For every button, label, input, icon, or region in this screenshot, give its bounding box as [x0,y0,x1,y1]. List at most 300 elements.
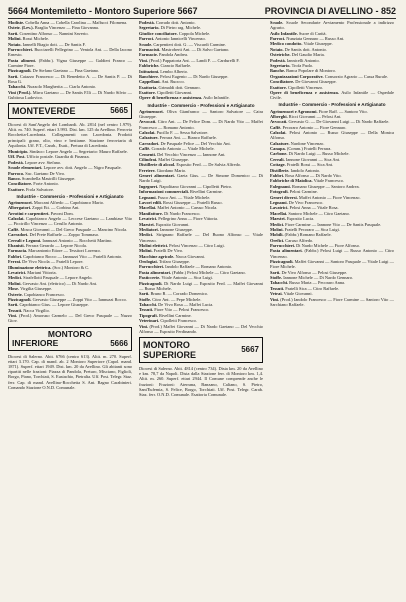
entry-heading: Tessuti. [139,307,154,313]
entry-heading: Conciliatore. [8,181,33,187]
directory-entry [270,248,394,258]
directory-entry [139,109,263,119]
entry-heading: Vini. [270,296,279,302]
directory-entry [139,232,263,242]
entry-text: Rossi Giuseppe — Fratelli Russo. [163,199,223,205]
entry-text: Vitale Antonio — Sica Luigi. [161,275,213,281]
entry-heading: Molini. [270,226,284,232]
entry-heading: Opere di beneficenza e assistenza. [139,95,203,101]
entry-heading: Scuole. [139,41,153,47]
header-left: 5664 Montemiletto - Montoro Superiore 5667 [8,6,198,16]
entry-text: Corrado Antonio — Vitale Michele. [151,146,215,152]
entry-heading: Caffè. [139,146,151,152]
entry-heading: Opere di beneficenza e assistenza. [270,89,339,95]
entry-text: Sac. Gaetano De Vivo. [25,170,66,176]
entry-heading: Podestà. [139,20,155,25]
entry-text: (Prod.) Maffei Giovanni — Di Nardo Gaetano — Del Vecchio Alfonso — Esposito Ferdinando. [139,323,263,334]
entry-heading: Caffè. [270,124,282,130]
town-heading [139,337,263,363]
entry-text: Mastroberti Ant. — Di Salvo Gaetano. [161,46,230,52]
entry-heading: Fotografi. [270,189,289,195]
entry-text: Carpentieri dott. G. — Viscardi Carmine. [153,41,226,47]
entry-heading: Vini. [8,313,17,319]
entry-text: Iannicelli Antonio. [286,57,320,63]
town-name-line-1: MONTORO [47,328,93,339]
entry-text: Iannone Giovanni — Sica Ant. [285,156,341,162]
entry-heading: Ingegneri. [139,183,159,189]
entry-heading: Pasticcerie. [139,275,161,281]
entry-heading: Parrucchieri. [139,264,164,270]
entry-heading: Tabacchi. [139,302,158,307]
entry-text: Fratelli Sica — Citro Raffaele. [285,285,340,291]
entry-text: De Vivo Nicola — Fratelli Lepore. [22,259,84,265]
entry-heading: Fabbri. [270,173,285,178]
directory-entry [139,95,263,100]
town-heading [8,327,132,351]
entry-text: Vitale Giuseppe. [303,41,333,47]
entry-text: Del Vecchio Vincenzo — Iannone Ant. [157,151,226,157]
entry-text: Gervasio G. — De Giovanni Luigi — Di Nardo Raffaele. [288,119,390,125]
entry-heading: Farmacia. [8,248,28,254]
entry-heading: Macellai. [139,205,157,211]
entry-heading: Cottage. [270,162,286,168]
entry-heading: Parroco. [8,170,25,176]
entry-text: Frola Salvatore. [25,186,55,192]
entry-heading: Esattore. [8,186,25,192]
column-1 [8,20,132,391]
entry-heading: Vini. [139,57,148,63]
entry-heading: Mobili. [270,232,284,238]
entry-text: Santoro Michele — Citro Gaetano. [288,210,350,216]
entry-heading: Istituzioni. [139,68,160,74]
entry-heading: Veterinari. [139,318,160,324]
entry-text: Caiazzo Francesco — Di Benedetto A. — De Santis P. — Di Rosa G. [8,73,132,84]
entry-text: Caruso Alfredo. [285,237,314,243]
entry-heading: Esattore. [139,90,156,96]
entry-text: (Comm.) Fratelli Ferrara. [286,146,332,152]
entry-heading: Macellai. [270,210,288,216]
entry-heading: Orologiai. [139,259,158,265]
entry-text: Rosa Alfonso — Di Nardo Vito. [285,173,342,178]
entry-text: Pecoraro Antonio — Fiore Gennaro. [282,124,347,130]
town-heading [8,103,132,119]
entry-text: Lembo Alberto. [160,68,189,74]
entry-text: Iannelli Biagio dott. — De Santis F. [22,41,86,47]
entry-text: De Santis dott. Antonio. [284,46,327,52]
entry-heading: Avvocati. [139,119,157,125]
entry-text: Bruno R. — Corrado Domenico. [150,291,209,297]
entry-text: Maffei Antonio — Caruso Nicola. [157,205,218,211]
entry-heading: Farmacisti. [139,46,161,52]
entry-text: Trifaro Giuseppe. [158,259,190,265]
entry-heading: Molini. [139,248,153,254]
entry-heading: Pasta aliment. [8,57,37,63]
entry-text: De Vivo Francesco. [288,199,324,205]
entry-text: Gervasio Ant. (elettrico) — Di Nardo Ant. [22,280,98,286]
entry-text: Fratelli Pecoraro — Sica Luigi. [284,226,340,232]
entry-text: Ricci Giovanni — Pelosi Ant. [288,113,342,119]
entry-heading: Modiste. [8,20,25,25]
entry-text: Di Nardo Michele — Fiore Alfonso. [296,243,361,249]
entry-heading: Notaio. [270,46,284,52]
entry-heading: Medici. [8,275,23,281]
entry-heading: Scuole. [270,20,284,25]
entry-text: (Prod.) Amoruso Carmelo — Del Greco Pasquale — Nuzzo Giov. [8,313,132,324]
entry-text: Antonio Iannicelli Vincenzo. [155,36,206,42]
entry-heading: Molini elettrici. [139,242,169,248]
entry-heading: Alberghi. [270,113,288,119]
entry-heading: Fabbriche di Maiolica. [270,178,313,184]
entry-heading: Esattore. [270,84,287,90]
entry-heading: Lavori edili. [139,199,162,205]
entry-heading: Ferriere. [139,167,156,173]
entry-heading: Illuminazione elettrica. [8,264,52,270]
entry-heading: Stoffe. [270,275,283,281]
entry-text: Maffei Giuseppe. [158,157,189,163]
town-description: Diocesi di Salerno. Abit. 6766 (centro 613). Altit. m. 270. Superf. ettari 3.170. Cap. di mand. ab. 2 Montoro Superiore (Capol. mand. 1871). Superf. ettari 1949. Dist. km. 20 da Avellino. Gli abitanti sono ripartiti nelle frazioni: Piazza di Pandola, Preturo, Misciano, Figlioli, Borgo, Piano, Torchiati, S. Eustachio, Pietralta. Uff. Post. Telegr. Staz. ferr. Cap. di mand. Avellino-Rocchetta S. Ant. Bagno Carabinieri. Comando Stazione O.N.D. Comunale. [8,353,132,390]
entry-text: Iandolo Antonio. [290,167,321,173]
entry-heading: Levatrici. [8,269,27,275]
entry-text: Di Nardo Luigi — Russo Michele. [288,151,350,157]
entry-heading: Molini. [8,36,22,42]
entry-text: Nacca Virgilio. [23,307,50,313]
entry-text: Esposito Lucia. [286,216,315,222]
entry-heading: Arrotini e carpentieri. [8,210,50,216]
entry-heading: Pasta alimentari. [139,269,171,275]
entry-text: Maffei Antonio — Fiore Vincenzo. [298,194,361,200]
directory-entry [8,47,132,57]
entry-heading: Pasta alimentari. [270,248,303,254]
entry-heading: Sarti. [8,30,19,36]
entry-heading: Cementi. [139,151,156,157]
entry-text: Trofa Paolo. [291,62,314,68]
entry-heading: Generi alimentari. [139,173,175,179]
entry-heading: Tessuti. [270,285,285,291]
entry-heading: Canapa. [270,146,286,152]
header-page-number: - 852 [375,6,396,16]
entry-text: Zoppi Ett. — Corbino Ant. [32,205,80,211]
entry-heading: Banco. [8,175,21,181]
entry-text: Bucciarelli Pellegrino — Ventola Ant. — Della Iacono Ernesto. [8,46,132,58]
entry-heading: Fabbriche. [139,63,160,69]
entry-text: Capobianco Francesco. [23,291,65,297]
entry-text: Vitale Giovanni. [283,291,313,297]
entry-text: Lepore avv. Stefano. [24,159,62,165]
entry-text: (Soc.) Montoro & C. [52,264,90,270]
town-name: MONTORO SUPERIORE [143,339,197,360]
entry-heading: Cereali e Legumi. [8,237,42,243]
directory-entry [139,173,263,183]
entry-heading: Calzature. [270,140,290,146]
entry-heading: Podestà. [8,159,24,165]
entry-text: Del Prete Raffaele — Zoppo Tommaso. [29,232,100,238]
entry-text: Fiore Raff. — Santoro Vito. [318,108,368,114]
entry-text: Di Nardo Francesco. [164,210,201,216]
entry-text: Maffei Giovanni — Santoro Pasquale — Vitale Luigi — Fiore Michele. [270,259,394,270]
entry-heading: Uff. Post. [8,154,26,160]
entry-text: De Stefano Gaetano — Fina Gaetano. [32,68,100,74]
entry-text: Grimaldi dott. Gennaro. [158,84,201,90]
section-subheading: Industrie - Commercio - Professioni e Artigianato [16,193,124,199]
entry-heading: Caffè. [8,226,20,232]
directory-entry [8,313,132,323]
directory-entry [8,187,132,192]
entry-text: Rossi Michele. [22,36,49,42]
entry-text: Cipolletti Giovanni. [156,90,193,96]
entry-text: Consorzio Agrario — Cassa Rurale. [324,73,389,79]
entry-heading: Vini (Prod.). [8,89,32,95]
entry-text: Ferrara Gerardo — Lepore Nicola. [25,243,87,249]
entry-text: Forte Antonio. [33,181,59,187]
entry-text: Iannuzzi Antonio — Rocchetti Martino. [42,237,113,243]
entry-text: Mosca Giovanni — Del Greco Pasquale — Mancino Nicola. [20,226,128,232]
entry-heading: Calzolai. [270,130,287,136]
entry-text: (Fabbr.) Pelosi Luigi — Russo Antonio — Citro Vincenzo. [270,248,394,259]
entry-text: (Prod.) Iandolo Francesco — Fiore Carmine — Santoro Vito — Sarchiano Raffaele. [270,296,394,307]
entry-heading: Maestri. [270,216,286,222]
entry-heading: Osterie. [8,291,23,297]
directory-entry [270,297,394,307]
entry-heading: Mediatori. [139,226,159,232]
directory-entry [8,90,132,100]
entry-text: Corrado dott. Antonio. [155,20,196,25]
directory-entry [139,119,263,129]
entry-text: Braglia Vincenzo — Fina Giovanna. [34,25,99,31]
entry-text: Marcantonio Ettore — Tessitori Lorenzo. [28,248,101,254]
entry-text: De Giovanni Giuseppe. [295,79,337,85]
section-subheading: Industrie - Commercio - Professioni e Artigianato [147,102,255,108]
entry-text: Pucillo F. — Sessa Salvatore. [156,130,209,136]
entry-text: Di Pietro rag. Michele. [160,25,201,31]
entry-text: Gervasio Giuseppe — Zoppi Vito — Iannuzzi Rocco. [32,296,127,302]
entry-text: De Vivo Alfonso — Pelosi Giuseppe. [281,269,348,275]
entry-text: Pandola Andrea. [159,52,189,58]
entry-heading: Tabacchi. [270,280,289,286]
entry-heading: Carradori. [139,140,160,146]
entry-heading: Medico condotto. [270,41,303,47]
entry-text: Oliva Gianfranco — Santoro Salvatore — Caira Giuseppe. [139,108,263,120]
entry-heading: Parrucchieri. [8,46,33,52]
entry-heading: Legnami. [270,199,288,205]
entry-heading: Scuole elementari. [8,165,43,171]
town-description: Diocesi di Sant'Angelo dei Lombardi. Ab. 2814 (nel centro 1.979). Altit. m. 740. Superf. ettari 3.993. Dist. km. 125 da Avellino. Ferrovia Rocchetta-Lacedonia. Collegamenti con Lacedonia. Prodotti principali: grano, olio, vino e bestiame. Stazione ferroviaria di Aquilonia. Uff. P.T., Carab., Esatt., Pretura di Lacedonia. [8,121,132,148]
entry-heading: Levatrici. [139,216,158,222]
entry-text: Maccani Alfredo — Capobianco Mario. [33,200,104,206]
entry-text: Esposito Ferd. — De Salvia Alfredo. [176,162,242,168]
entry-text: Russo Maria — Pecoraro Anna. [289,280,346,286]
entry-heading: Ferrai. [8,259,22,265]
entry-heading: Parroci. [270,35,286,41]
entry-text: Asilo Infantile. [203,95,230,101]
entry-heading: Calzature. [139,135,159,141]
entry-heading: Asilo Infantile. [270,30,298,36]
entry-text: Iannone Giuseppe. [159,226,193,232]
entry-text: Cipolletti Francesco. [160,318,197,324]
entry-text: Suore di Carità. [298,30,327,36]
entry-heading: Giudice conciliatore. [139,30,178,36]
entry-heading: Sarti. [139,291,150,297]
entry-heading: Tipografi. [139,312,158,318]
entry-heading: Albergatori. [8,205,32,211]
entry-heading: Tessuti. [8,307,23,313]
entry-heading: Sarti. [270,269,281,275]
entry-heading: Molini. [8,280,22,286]
entry-heading: Calzolai. [139,130,156,136]
entry-text: Rivellini Carmine. [190,189,223,195]
entry-text: Ciancio Raffaele. [160,63,192,69]
entry-text: Romano Giuseppe — Santoro Andrea. [291,183,360,189]
entry-heading: Ostetriche. [270,52,291,58]
entry-heading: Agrimensori. [139,108,164,114]
entry-heading: Podestà. [270,57,286,63]
entry-text: Sindaco: Lepore Angelo — Segretario: Mauro Raffaele. [29,148,128,154]
entry-heading: Vini. [139,323,148,329]
directory-entry [139,324,263,334]
entry-text: Ant. Ruocco. [161,79,185,85]
entry-text: Gaeta Gius. — De Simone Domenico — Di Nardo Luigi. [139,173,263,184]
entry-text: Cosentino Alfonso — Nannini Saverio. [19,30,89,36]
entry-text: Iandolo Raffaele — Romano Antonio. [165,264,233,270]
entry-heading: Distillerie. [270,167,290,173]
entry-heading: Mose. [8,286,20,292]
entry-text: Scandrella Mastrilli Giuseppe. [21,175,76,181]
entry-text: (Fabbr.) Romano Raffaele. [284,232,332,238]
entry-heading: Ostetr. (Lev.). [8,25,34,31]
directory-entry [270,259,394,269]
entry-text: Fratelli Rossi — Sica Ant. [286,162,334,168]
directory-entry [8,58,132,68]
entry-heading: Tabacchi. [8,84,27,90]
town-name: MONTEVERDE [12,105,76,116]
entry-heading: Distillerie di alcool. [139,162,176,168]
entry-heading: Maestri. [139,221,155,227]
entry-text: Capobianco Rocco — Iannuzzi Vito — Fratelli Antonio. [23,253,123,259]
entry-text: Pelosi Eugenio — Di Nardo Giuseppe. [160,73,229,79]
entry-heading: Parroci. [139,36,155,42]
entry-heading: Banchiere. [139,73,160,79]
entry-heading: Stoffe. [139,296,152,302]
directory-entry [270,20,394,30]
entry-text: Rivellini Carmine. [158,312,192,318]
entry-text: (Fabbr.). Vigna Giuseppe — Galdieri Franco — Carmine Fiore. [8,57,132,68]
entry-text: Pavoni Dom. [50,210,74,216]
entry-text: Citro Ant. — De Felice Dom. — Di Nardo Vito — Maffei Francesco — Romano Antonio. [139,119,263,130]
entry-heading: Esattoria. [139,84,158,90]
entry-heading: Legnami. [139,194,157,200]
entry-text: Cipolletti Vincenzo. [287,84,324,90]
entry-heading: Pizzicagnoli. [270,259,294,265]
entry-text: Nunziata Gennaro — Russo Ant. [286,35,345,41]
entry-heading: Pizzicagnoli. [8,296,32,302]
entry-heading: Parrucchieri. [270,243,295,249]
entry-text: Nacca Giovanni. [175,253,205,259]
header-rule [8,18,396,19]
entry-text: Citro Ant. — Pepe Michele. [152,296,202,302]
entry-text: Lepore avv. dott. Angelo — Nigro Pasquale. [43,165,122,171]
entry-heading: Calzolai. [8,216,25,222]
entry-heading: Lavatrici. [270,205,289,211]
entry-text: Nardone Vincenzo. [290,140,325,146]
entry-text: Del Gaudio Maria. [291,52,325,58]
entry-text: Esposito Giovanni. [155,221,190,227]
directory-entry [139,281,263,291]
entry-heading: Banche. [270,68,286,74]
entry-heading: Cereali. [270,156,285,162]
entry-text: Di Nardo Luigi — Esposito Ferd. — Maffei Giovanni — Russo Michele. [139,280,263,291]
entry-text: Mirra Gaetano — De Santis F.lli — Di Nardo Silvio — Gubitosa Ludovico. [8,89,132,100]
entry-text: Pellegrino Anna — Fiore Vittoria. [158,216,219,222]
town-description: Diocesi di Salerno. Abit. 4814 (centro 734). Dista km. 20 da Avellino e km. 78,7 da Napoli. Dista dalla Stazione ferr. di Montoro km. 1,4. Altit. m. 260. Superf. ettari 2944. Il Comune comprende anche le frazioni: Frazioni: Aterrana, Banzano, Caliano, S. Pietro, Sant'Eufemia, S. Felice, Borgo, Torchiati. Uff. Post. Telegr. Carab. Staz. ferr. O.N.D. Comunale. Esattoria Comunale. [139,365,263,397]
entry-text: Napolitano Giovanni — Cipolletti Pietro. [159,183,233,189]
entry-heading: Medici. [139,232,154,238]
entry-text: Pelosi Carmine. [289,189,318,195]
entry-heading: Notaio. [8,41,22,47]
entry-heading: Cilindrai. [139,157,158,163]
directory-entry [270,130,394,140]
entry-heading: Pizzicagnoli. [139,280,163,286]
entry-heading: Organizzazioni Corporative. [270,73,324,79]
town-name-line-2: INFERIORE [12,337,59,348]
entry-text: Pelosi Anna — Vitale Rosa. [289,205,339,211]
entry-heading: Segretario. [270,62,291,68]
entry-text: Pelosi Vincenzo — Citro Luigi. [169,242,225,248]
entry-text: Scuole Secondarie Avviamento Professionale a indirizzo Agrario. [270,20,394,31]
entry-text: Ufficio postale. Guardia di Finanza. [26,154,90,160]
section-subheading: Industrie - Commercio - Professioni e Artigianato [278,102,386,108]
entry-text: Nuzzolo Margherita — Ciarla Antonio. [27,84,97,90]
entry-heading: Informazioni commerciali. [139,189,189,195]
entry-text: Ferrara Ant. — Bianco Raffaele. [159,135,217,141]
entry-heading: Ebanisti. [8,243,25,249]
entry-text: Mariani Vittoria. [27,269,57,275]
entry-heading: Manifatture. [139,210,163,216]
entry-heading: Conciliatore. [270,79,295,85]
entry-text: De Pasquale Felice — Del Vecchio Ant. [160,140,231,146]
entry-heading: Generi diversi. [270,194,298,200]
entry-text: (Fabbr.) Pelosi Michele — Citro Gaetano. [172,269,246,275]
entry-text: Asilo Infantile — Ospedale Civile. [270,89,394,101]
entry-heading: Sarti. [8,73,19,79]
entry-heading: Agrimensori. [8,200,33,206]
header-province: PROVINCIA DI AVELLINO [264,6,373,16]
entry-heading: Falegnami. [270,183,291,189]
entry-text: Capobianco Gius. — Lepore Giuseppe. [19,302,89,308]
entry-heading: Farmacie. [139,52,158,58]
entry-heading: Medici. [270,221,285,227]
town-number: 5667 [241,344,259,354]
entry-text: Virgilia Giuseppe. [20,286,53,292]
column-3 [270,20,394,307]
entry-text: Fusco Ant. — Vitale Michele. [157,194,211,200]
column-2 [139,20,263,398]
entry-text: Cobella Anna — Cobella Carolina — Maffucci Filomena. [25,20,128,25]
entry-text: Sirignano Raffaele — Del Buono Alfonso — Vitale Vincenzo. [139,232,263,243]
entry-text: Vitale Francesco. [313,178,345,184]
entry-text: Strafellotti Pasquale — Lepore Angelo. [23,275,93,281]
entry-heading: Orefici. [270,237,285,243]
entry-heading: Avvocati. [270,119,288,125]
entry-text: Fiore Vito — Pelosi Francesco. [154,307,210,313]
entry-text: Pelosi Antonio — Russo Giuseppe — Della Monica Alfonso. [270,130,394,141]
entry-text: Capobianco Angelo — Leccese Gaetano — Lambiase Vito — Piccirillo Vincenzo — Cerullo Antonio. [8,216,132,227]
entry-heading: Carbone. [270,151,288,157]
town-number: 5665 [110,105,128,115]
entry-heading: Pizzicagnoli. [8,68,32,74]
entry-text: Coppola Michele. [178,30,211,36]
entry-heading: Sarti. [8,302,19,308]
entry-heading: Municipio. [8,148,29,154]
entry-text: Giordano Mario. [156,167,187,173]
